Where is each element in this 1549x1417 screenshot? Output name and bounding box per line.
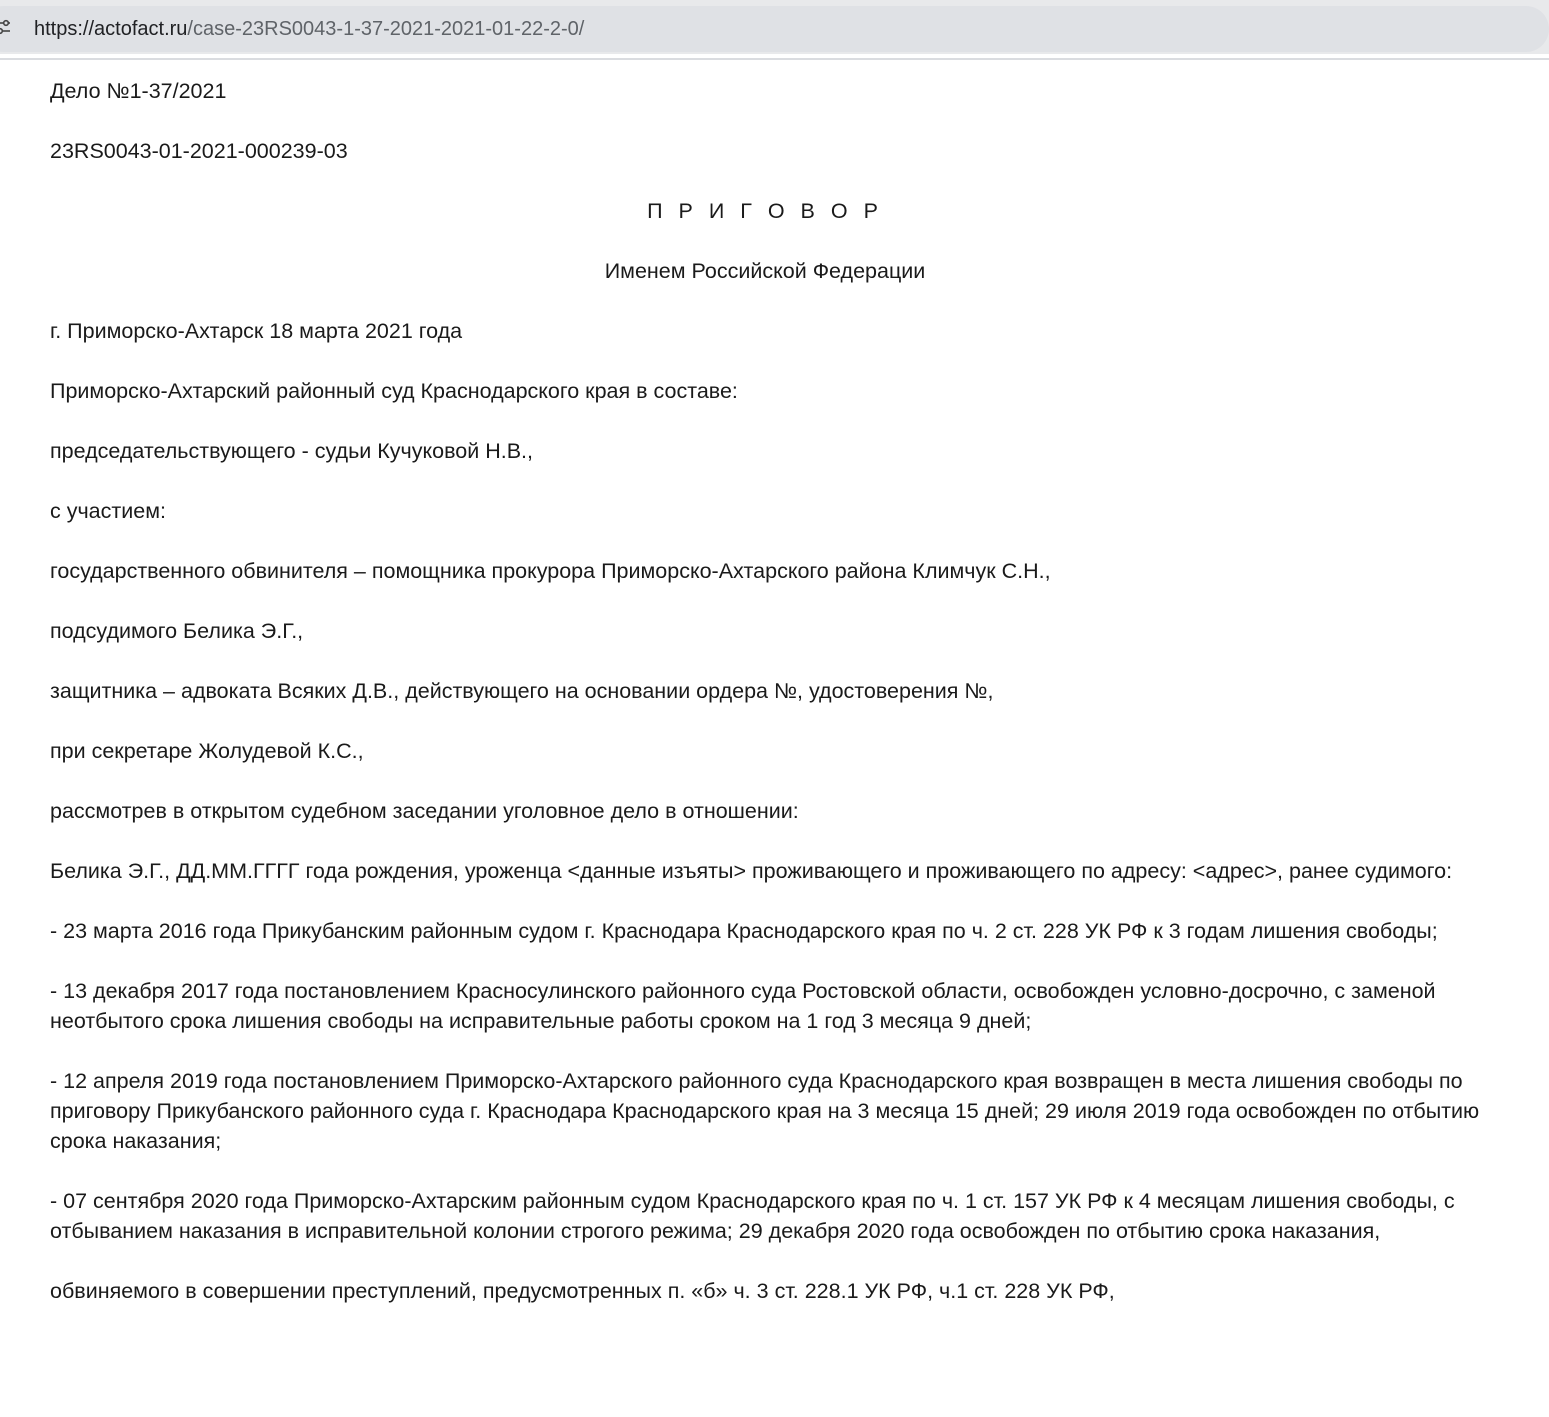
- paragraph: Приморско-Ахтарский районный суд Краснодарского края в составе:: [50, 379, 738, 403]
- toolbar-divider: [0, 58, 1549, 60]
- paragraph: государственного обвинителя – помощника прокурора Приморско-Ахтарского района Климчук С.Н.,: [50, 559, 1051, 583]
- paragraph: - 13 декабря 2017 года постановлением Красносулинского районного суда Ростовской области, освобожден условно-досрочно, с заменой неотбытого срока лишения свободы на исправительные работы сроком на 1 год 3 месяца 9 дней;: [50, 979, 1436, 1033]
- paragraph: - 12 апреля 2019 года постановлением Приморско-Ахтарского районного суда Краснодарского края возвращен в места лишения свободы по приговору Прикубанского районного суда г. Краснодара Краснодарского края на 3 месяца 15 дней; 29 июля 2019 года освобожден по отбытию срока наказания;: [50, 1069, 1480, 1153]
- url-text[interactable]: [34, 16, 584, 42]
- paragraph: Белика Э.Г., ДД.ММ.ГГГГ года рождения, уроженца <данные изъяты> проживающего и проживающего по адресу: <адрес>, ранее судимого:: [50, 859, 1453, 883]
- paragraph: при секретаре Жолудевой К.С.,: [50, 739, 364, 763]
- url-path: /case-23RS0043-1-37-2021-2021-01-22-2-0/: [187, 18, 585, 40]
- tune-icon[interactable]: [0, 18, 12, 36]
- paragraph: г. Приморско-Ахтарск 18 марта 2021 года: [50, 319, 463, 343]
- url-domain: https://actofact.ru: [34, 18, 188, 40]
- paragraph: - 23 марта 2016 года Прикубанским районным судом г. Краснодара Краснодарского края по ч. 2 ст. 228 УК РФ к 3 годам лишения свободы;: [50, 919, 1438, 943]
- paragraph: рассмотрев в открытом судебном заседании уголовное дело в отношении:: [50, 799, 799, 823]
- case-number: Дело №1-37/2021: [50, 79, 227, 103]
- paragraph: подсудимого Белика Э.Г.,: [50, 619, 304, 643]
- paragraph: обвиняемого в совершении преступлений, предусмотренных п. «б» ч. 3 ст. 228.1 УК РФ, ч.1 ст. 228 УК РФ,: [50, 1279, 1115, 1303]
- paragraph: защитника – адвоката Всяких Д.В., действующего на основании ордера №, удостоверения №,: [50, 679, 994, 703]
- document-subtitle: Именем Российской Федерации: [604, 259, 926, 283]
- document-body: [50, 76, 1480, 1336]
- paragraph: - 07 сентября 2020 года Приморско-Ахтарским районным судом Краснодарского края по ч. 1 ст. 157 УК РФ к 4 месяцам лишения свободы, с отбыванием наказания в исправительной колонии строгого режима; 29 декабря 2020 года освобожден по отбытию срока наказания,: [50, 1189, 1455, 1243]
- address-bar: [0, 0, 1549, 54]
- paragraph: с участием:: [50, 499, 166, 523]
- paragraph: председательствующего - судьи Кучуковой Н.В.,: [50, 439, 534, 463]
- document-title: П Р И Г О В О Р: [647, 199, 883, 223]
- case-id: 23RS0043-01-2021-000239-03: [50, 139, 348, 163]
